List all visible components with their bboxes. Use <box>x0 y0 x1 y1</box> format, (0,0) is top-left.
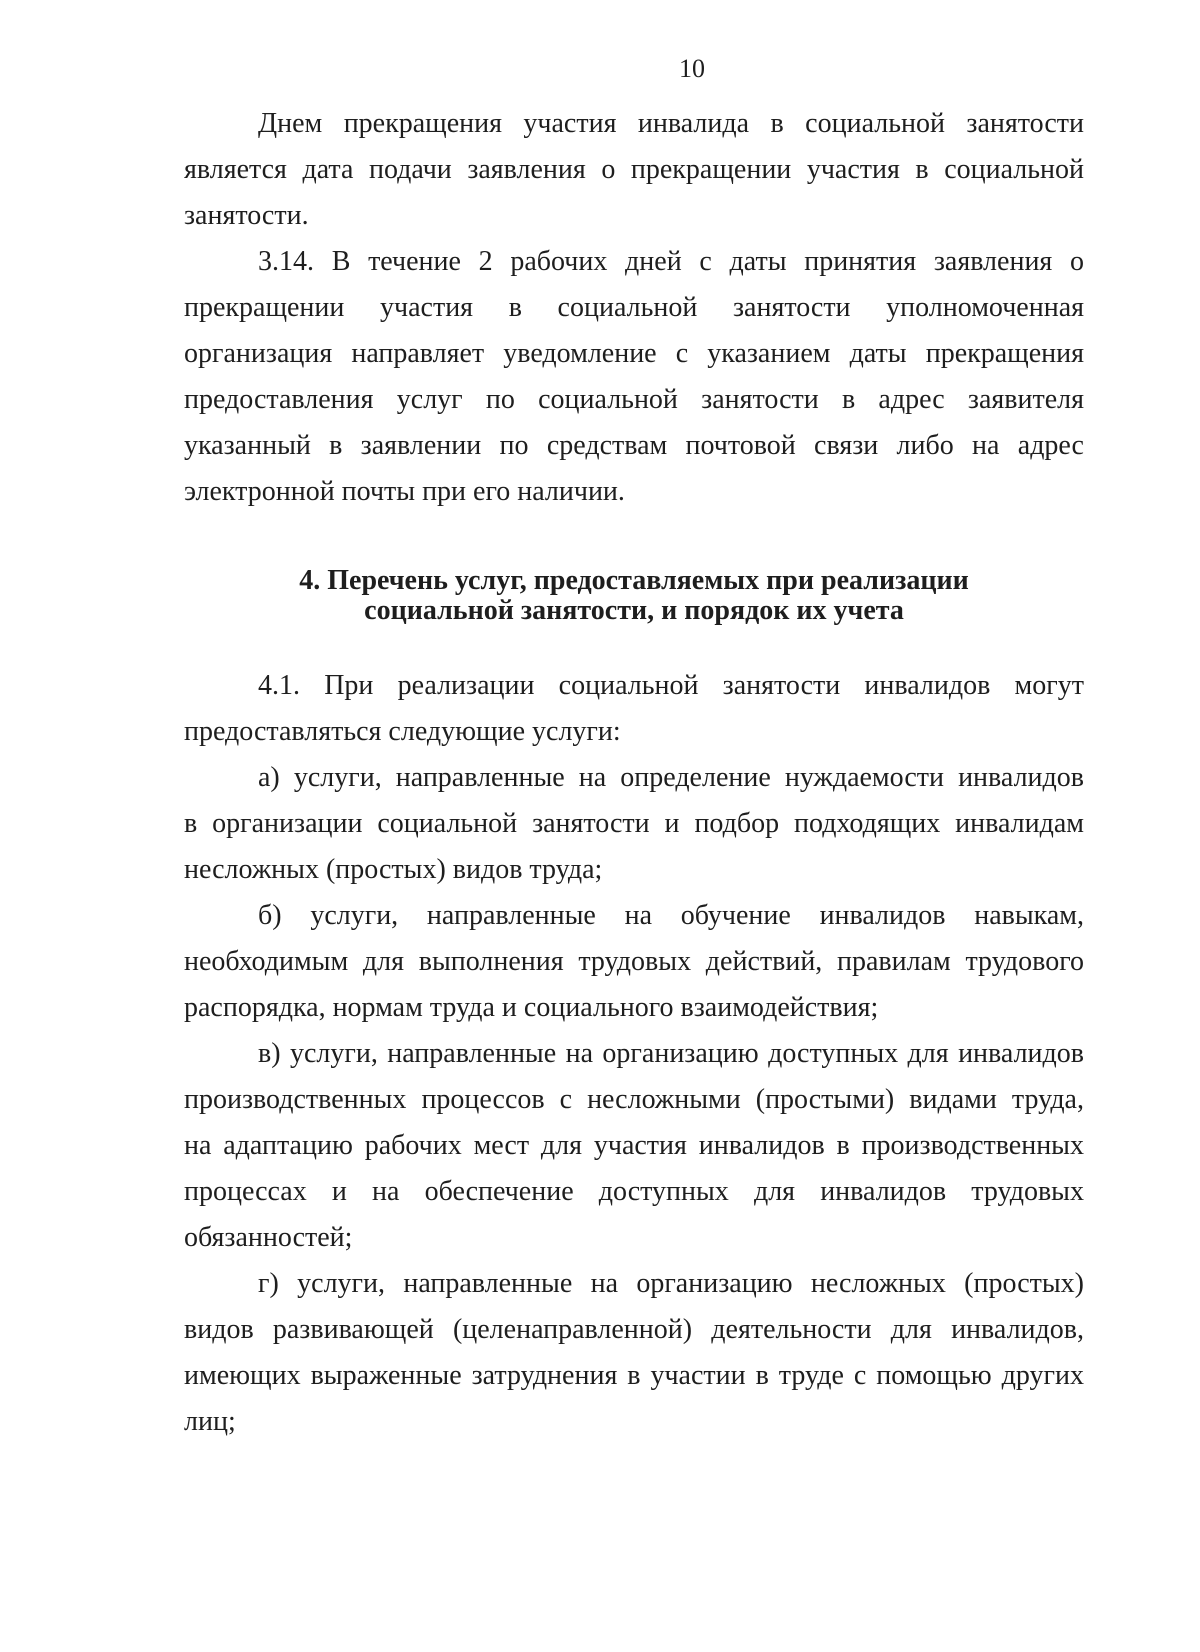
list-item-line: распорядка, нормам труда и социального взаимодействия; <box>184 992 879 1023</box>
text-line: 3.14. В течение 2 рабочих дней с даты принятия заявления о <box>258 246 1084 277</box>
text-line: прекращении участия в социальной занятости уполномоченная <box>184 292 1084 323</box>
text-line: предоставления услуг по социальной занятости в адрес заявителя <box>184 384 1084 415</box>
list-item-line: в) услуги, направленные на организацию доступных для инвалидов <box>258 1038 1084 1069</box>
list-item-line: б) услуги, направленные на обучение инвалидов навыкам, <box>258 900 1084 931</box>
list-item-line: видов развивающей (целенаправленной) деятельности для инвалидов, <box>184 1314 1084 1345</box>
list-item-line: необходимым для выполнения трудовых действий, правилам трудового <box>184 946 1084 977</box>
list-item-line: в организации социальной занятости и подбор подходящих инвалидам <box>184 808 1084 839</box>
text-line: предоставляться следующие услуги: <box>184 716 621 747</box>
list-item-line: имеющих выраженные затруднения в участии в труде с помощью других <box>184 1360 1084 1391</box>
section-heading-line: социальной занятости, и порядок их учета <box>364 595 904 626</box>
text-line: электронной почты при его наличии. <box>184 476 625 507</box>
list-item-line: лиц; <box>184 1406 236 1437</box>
text-line: Днем прекращения участия инвалида в социальной занятости <box>258 108 1084 139</box>
page-number: 10 <box>679 54 705 83</box>
list-item-line: процессах и на обеспечение доступных для инвалидов трудовых <box>184 1176 1084 1207</box>
text-line: 4.1. При реализации социальной занятости инвалидов могут <box>258 670 1084 701</box>
list-item-line: обязанностей; <box>184 1222 353 1253</box>
text-line: организация направляет уведомление с указанием даты прекращения <box>184 338 1084 369</box>
text-line: занятости. <box>184 200 309 231</box>
list-item-line: производственных процессов с несложными (простыми) видами труда, <box>184 1084 1084 1115</box>
section-heading-line: 4. Перечень услуг, предоставляемых при реализации <box>299 565 969 596</box>
text-line: указанный в заявлении по средствам почтовой связи либо на адрес <box>184 430 1084 461</box>
list-item-line: на адаптацию рабочих мест для участия инвалидов в производственных <box>184 1130 1084 1161</box>
text-line: является дата подачи заявления о прекращении участия в социальной <box>184 154 1084 185</box>
list-item-line: г) услуги, направленные на организацию несложных (простых) <box>258 1268 1084 1299</box>
list-item-line: несложных (простых) видов труда; <box>184 854 603 885</box>
list-item-line: а) услуги, направленные на определение нуждаемости инвалидов <box>258 762 1084 793</box>
